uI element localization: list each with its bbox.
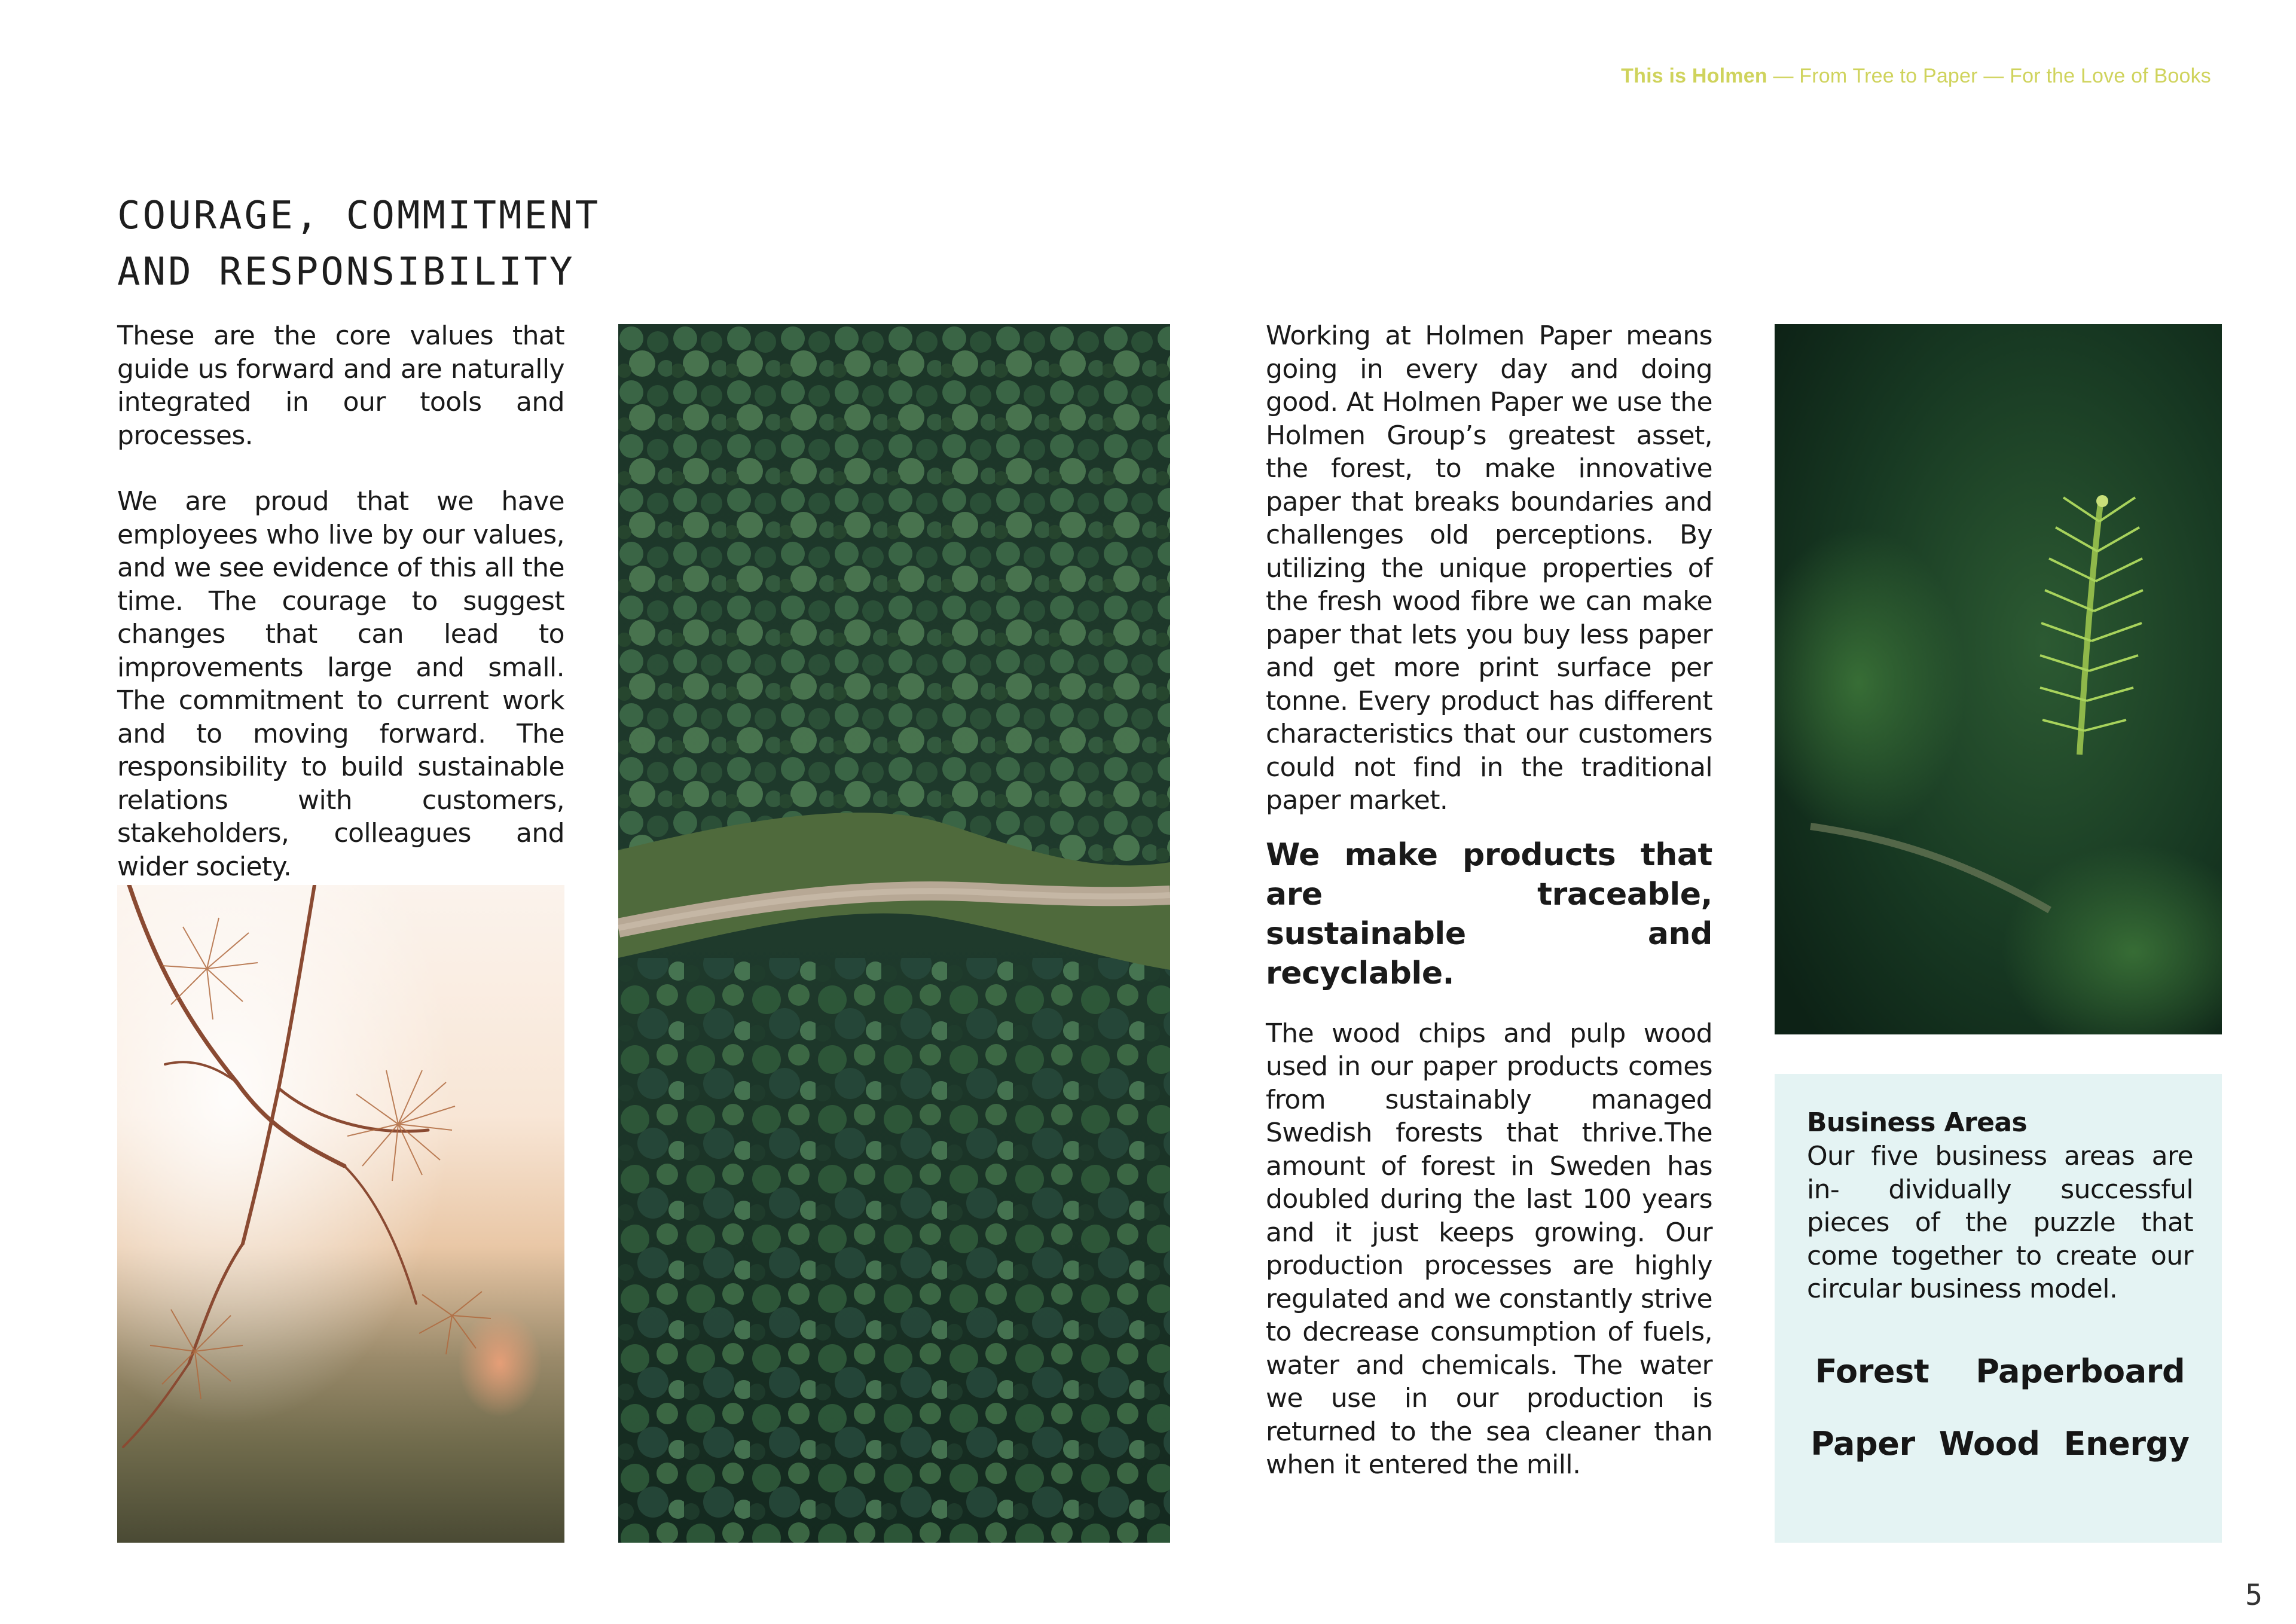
business-areas-title: Business Areas <box>1807 1107 2028 1138</box>
business-area-paper: Paper <box>1810 1424 1915 1463</box>
business-areas-row-2 <box>1807 1425 2193 1463</box>
business-areas-description: Our five business areas are in- dividually successful pieces of the puzzle that come together to create our circular business model. <box>1807 1141 2193 1304</box>
page-title <box>117 188 894 300</box>
values-intro-paragraph: These are the core values that guide us forward and are naturally integrated in our tools and processes. <box>117 320 564 451</box>
business-areas-box <box>1775 1074 2222 1543</box>
wood-chips-paragraph: The wood chips and pulp wood used in our paper products comes from sustainably managed Swedish forests that thrive.The amount of forest in Sweden has doubled during the last 100 years and it just keeps growing. Our production processes are highly regulated and we constantly strive to decrease consumption of fuels, water and chemicals. The water we use in our production is returned to the sea cleaner than when it entered the mill. <box>1266 1018 1712 1480</box>
page-title-line-2: AND RESPONSIBILITY <box>117 250 575 294</box>
spruce-sprig-photo <box>1775 324 2222 1034</box>
header-brand: This is Holmen <box>1621 65 1767 87</box>
working-at-holmen-paragraph: Working at Holmen Paper means going in every day and doing good. At Holmen Paper we use the Holmen Group’s greatest asset, the forest, to make innovative paper that breaks boundaries and challenges old perceptions. By utilizing the unique properties of the fresh wood fibre we can make paper that lets you buy less paper and get more print surface per tonne. Every product has different characteristics that our customers could not find in the traditional paper market. <box>1266 320 1712 816</box>
values-column <box>117 319 564 883</box>
page-number: 5 <box>2245 1579 2263 1612</box>
page-title-line-1: COURAGE, COMMITMENT <box>117 194 601 238</box>
values-proud-paragraph: We are proud that we have employees who live by our values, and we see evidence of this all the time. The courage to suggest changes that can lead to improvements large and small. The commitment to current work and to moving forward. The responsibility to build sustainable relations with customers, stakeholders, colleagues and wider society. <box>117 486 564 882</box>
business-areas-row-1 <box>1807 1353 2193 1390</box>
business-area-wood: Wood <box>1938 1424 2040 1463</box>
header-crumbs: — From Tree to Paper — For the Love of Books <box>1767 65 2211 87</box>
business-area-forest: Forest <box>1815 1352 1929 1390</box>
sunset-pine-branch-photo <box>117 885 564 1543</box>
paper-column <box>1266 319 1712 1482</box>
products-highlight-statement: We make products that are traceable, sustainable and recyclable. <box>1266 837 1712 991</box>
header-breadcrumb <box>1621 65 2211 88</box>
business-area-paperboard: Paperboard <box>1976 1352 2185 1390</box>
aerial-forest-road-photo <box>618 324 1170 1543</box>
business-area-energy: Energy <box>2063 1424 2190 1463</box>
